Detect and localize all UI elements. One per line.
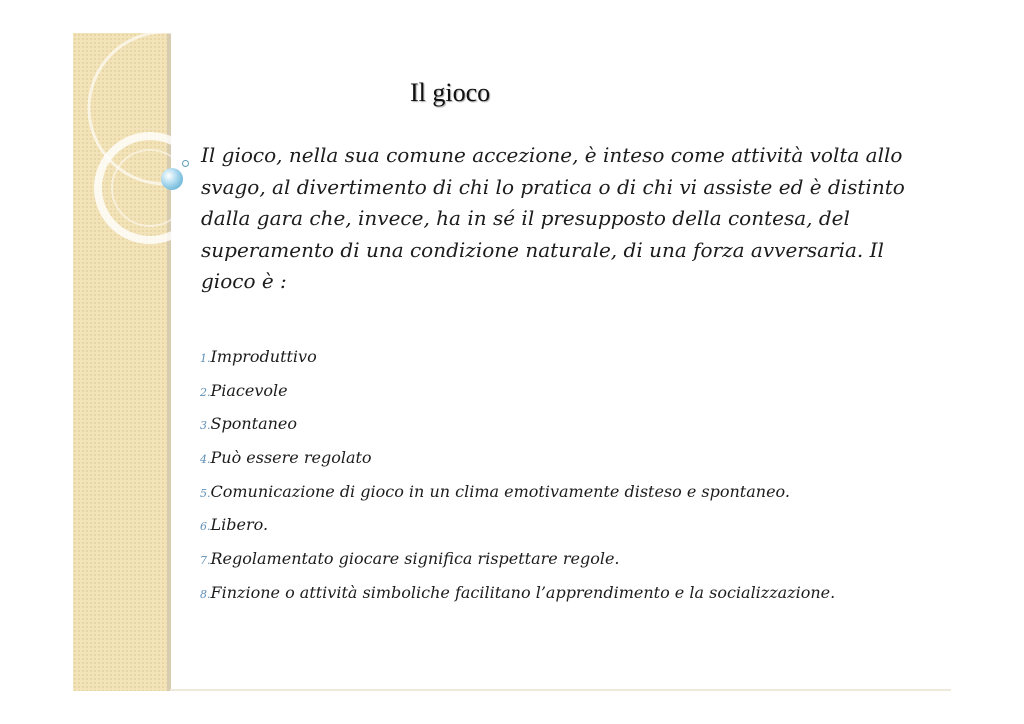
decorative-orb-icon	[161, 168, 183, 190]
characteristics-list	[200, 340, 930, 610]
list-item-text: Finzione o attività simboliche facilitano l’apprendimento e la socializzazione.	[210, 582, 836, 602]
list-item	[200, 508, 930, 542]
list-item-text: Può essere regolato	[210, 448, 372, 468]
list-item	[200, 542, 930, 576]
list-item	[200, 576, 930, 610]
list-item-text: Piacevole	[210, 380, 288, 400]
list-item-text: Regolamentato giocare significa rispettare regole.	[210, 549, 620, 569]
list-item-number: 1.	[200, 352, 211, 365]
slide-title: Il gioco	[410, 78, 491, 107]
list-item-text: Comunicazione di gioco in un clima emotivamente disteso e spontaneo.	[210, 481, 790, 501]
intro-paragraph: Il gioco, nella sua comune accezione, è inteso come attività volta allo svago, al divertimento di chi lo pratica o di chi vi assiste ed è distinto dalla gara che, invece, ha in sé il presupposto della contesa, del superamento di una condizione naturale, di una forza avversaria. Il gioco è :	[201, 143, 905, 293]
list-item-text: Spontaneo	[210, 414, 298, 434]
list-item-number: 3.	[200, 419, 211, 433]
list-item	[200, 340, 930, 374]
list-item-text: Improduttivo	[210, 347, 317, 366]
list-item-number: 6.	[200, 520, 211, 534]
list-item	[200, 374, 930, 408]
list-item-number: 8.	[200, 587, 211, 601]
list-item-number: 7.	[200, 554, 211, 568]
list-item	[200, 441, 930, 475]
bullet-circle-icon	[182, 160, 189, 167]
list-item-number: 2.	[200, 385, 211, 399]
list-item-text: Libero.	[210, 515, 269, 535]
list-item-number: 5.	[200, 486, 211, 500]
list-item	[200, 407, 930, 441]
decorative-arc-thick	[98, 136, 202, 240]
list-item	[200, 475, 930, 509]
list-item-number: 4.	[200, 453, 211, 467]
